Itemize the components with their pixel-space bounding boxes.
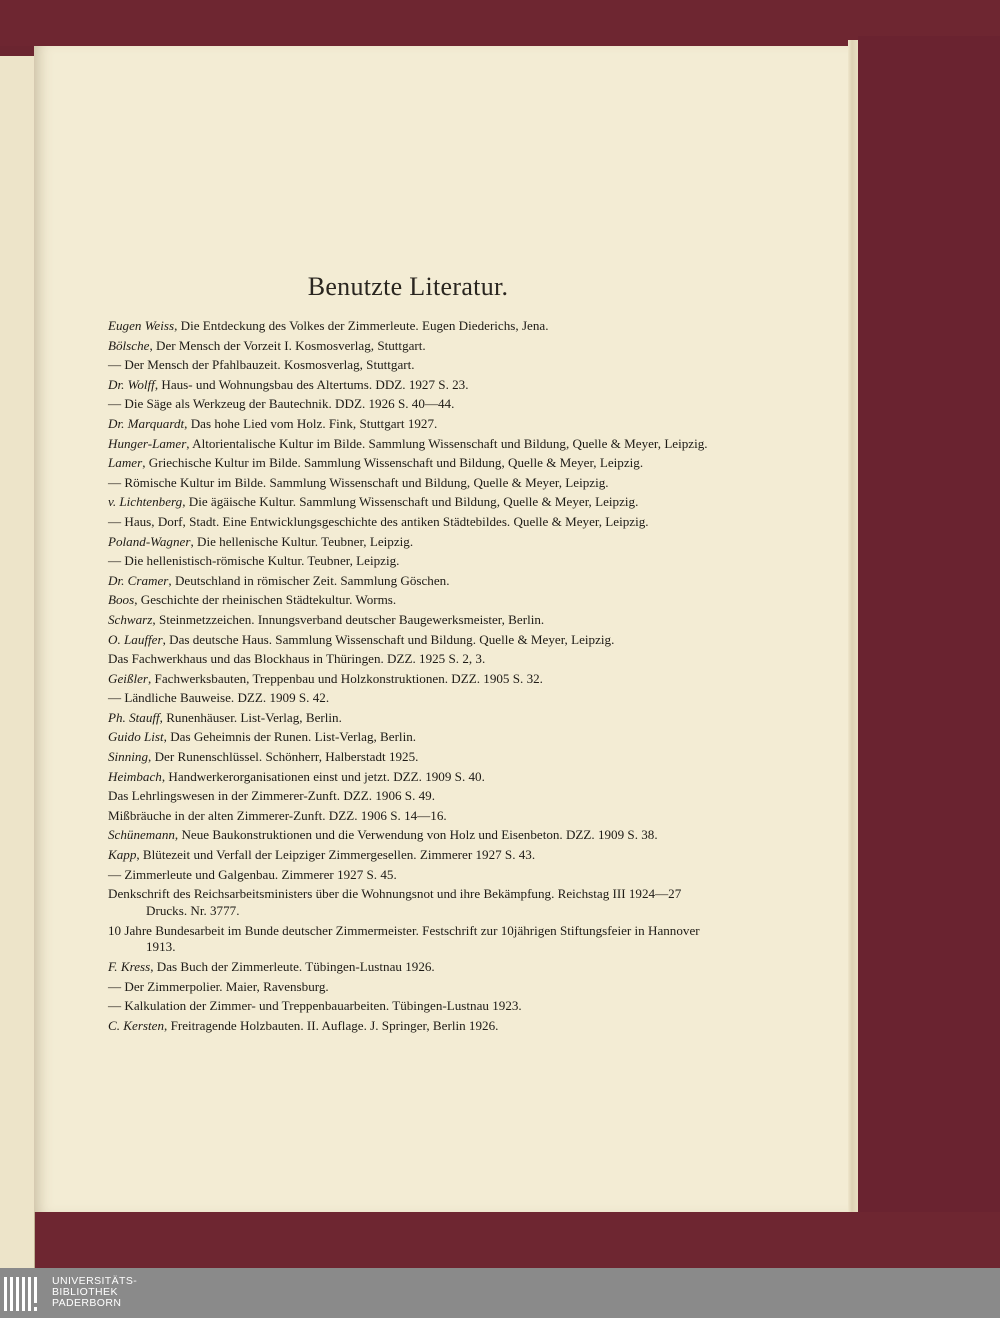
reference-entry <box>108 632 714 649</box>
page-block-edge <box>848 40 858 1212</box>
reference-author: Heimbach <box>108 768 162 784</box>
reference-entry <box>108 651 714 668</box>
reference-author: Eugen Weiss <box>108 318 175 333</box>
reference-text: , Das Geheimnis der Runen. List-Verlag, Berlin. <box>163 729 417 745</box>
reference-author: Hunger-Lamer <box>108 435 187 451</box>
reference-entry <box>108 318 714 335</box>
reference-text: — Zimmerleute und Galgenbau. Zimmerer 1927 S. 45. <box>108 866 397 882</box>
reference-author: Dr. Cramer <box>108 572 169 588</box>
reference-author: C. Kersten <box>108 1017 165 1033</box>
reference-text: , Deutschland in römischer Zeit. Sammlung Göschen. <box>168 572 450 588</box>
logo-line: UNIVERSITÄTS- <box>52 1275 138 1287</box>
reference-text: , Der Mensch der Vorzeit I. Kosmosverlag, Stuttgart. <box>149 337 426 353</box>
reference-entry <box>108 396 714 413</box>
reference-text: — Der Mensch der Pfahlbauzeit. Kosmosverlag, Stuttgart. <box>108 357 415 373</box>
reference-text: — Haus, Dorf, Stadt. Eine Entwicklungsgeschichte des antiken Städtebildes. Quelle & Meyer, Leipzig. <box>108 513 649 529</box>
reference-entry <box>108 455 714 472</box>
reference-text: , Das hohe Lied vom Holz. Fink, Stuttgart 1927. <box>184 415 438 431</box>
reference-list <box>108 318 714 1037</box>
reference-entry <box>108 377 714 394</box>
reference-entry <box>108 514 714 531</box>
reference-entry <box>108 357 714 374</box>
reference-text: — Ländliche Bauweise. DZZ. 1909 S. 42. <box>108 690 330 706</box>
reference-text: , Runenhäuser. List-Verlag, Berlin. <box>159 709 342 725</box>
logo-line: PADERBORN <box>52 1297 122 1309</box>
reference-entry <box>108 788 714 805</box>
reference-text: Das Lehrlingswesen in der Zimmerer-Zunft. DZZ. 1906 S. 49. <box>108 788 436 804</box>
reference-author: Boos <box>108 592 135 608</box>
reference-text: , Die ägäische Kultur. Sammlung Wissenschaft und Bildung, Quelle & Meyer, Leipzig. <box>182 494 639 510</box>
reference-entry <box>108 553 714 570</box>
reference-author: Geißler <box>108 670 148 686</box>
reference-text: , Altorientalische Kultur im Bilde. Sammlung Wissenschaft und Bildung, Quelle & Meyer, Leipzig. <box>186 435 708 451</box>
reference-entry <box>108 494 714 511</box>
reference-text: , Blütezeit und Verfall der Leipziger Zimmergesellen. Zimmerer 1927 S. 43. <box>136 847 536 863</box>
reference-text: , Fachwerksbauten, Treppenbau und Holzkonstruktionen. DZZ. 1905 S. 32. <box>148 670 543 686</box>
reference-text: Das Fachwerkhaus und das Blockhaus in Thüringen. DZZ. 1925 S. 2, 3. <box>108 651 486 667</box>
reference-author: Schwarz <box>108 611 153 627</box>
reference-author: F. Kress <box>108 959 151 974</box>
reference-text: — Kalkulation der Zimmer- und Treppenbauarbeiten. Tübingen-Lustnau 1923. <box>108 998 522 1014</box>
reference-author: Schünemann <box>108 827 175 843</box>
reference-text: — Römische Kultur im Bilde. Sammlung Wissenschaft und Bildung, Quelle & Meyer, Leipzig. <box>108 474 609 490</box>
reference-entry <box>108 690 714 707</box>
reference-author: Lamer <box>108 455 143 471</box>
book-page <box>34 46 848 1212</box>
reference-text: — Die hellenistisch-römische Kultur. Teubner, Leipzig. <box>108 553 400 569</box>
reference-entry <box>108 592 714 609</box>
reference-author: v. Lichtenberg <box>108 494 183 510</box>
reference-text: , Das Buch der Zimmerleute. Tübingen-Lustnau 1926. <box>150 959 435 974</box>
reference-entry <box>108 475 714 492</box>
reference-entry <box>108 827 714 844</box>
reference-entry <box>108 416 714 433</box>
reference-entry <box>108 729 714 746</box>
reference-text: 10 Jahre Bundesarbeit im Bunde deutscher Zimmermeister. Festschrift zur 10jährigen Stiftungsfeier in Hannover 1913. <box>108 922 700 955</box>
reference-text: , Der Runenschlüssel. Schönherr, Halberstadt 1925. <box>148 749 419 765</box>
reference-entry <box>108 847 714 864</box>
reference-text: — Die Säge als Werkzeug der Bautechnik. DDZ. 1926 S. 40—44. <box>108 396 455 412</box>
page-title: Benutzte Literatur. <box>307 272 509 301</box>
reference-entry <box>108 612 714 629</box>
book-cover-right <box>858 36 1000 1268</box>
reference-entry <box>108 769 714 786</box>
reference-entry <box>108 710 714 727</box>
reference-text: , Steinmetzzeichen. Innungsverband deutscher Baugewerksmeister, Berlin. <box>152 611 545 627</box>
reference-text: Denkschrift des Reichsarbeitsministers über die Wohnungsnot und ihre Bekämpfung. Reichstag III 1924—27 Drucks. Nr. 3777. <box>108 886 682 919</box>
reference-entry <box>108 338 714 355</box>
reference-text: , Griechische Kultur im Bilde. Sammlung Wissenschaft und Bildung, Quelle & Meyer, Leipzig. <box>142 455 644 471</box>
reference-text: , Haus- und Wohnungsbau des Altertums. DDZ. 1927 S. 23. <box>154 376 469 392</box>
logo-line: BIBLIOTHEK <box>52 1286 118 1298</box>
library-barcode-logo-icon <box>4 1277 44 1311</box>
reference-text: , Handwerkerorganisationen einst und jetzt. DZZ. 1909 S. 40. <box>161 768 485 784</box>
reference-author: Poland-Wagner <box>108 533 191 549</box>
reference-text: , Geschichte der rheinischen Städtekultur. Worms. <box>134 592 397 608</box>
reference-entry <box>108 573 714 590</box>
reference-author: Kapp <box>108 847 137 863</box>
facing-page-edge <box>0 56 35 1268</box>
reference-entry <box>108 923 714 957</box>
reference-entry <box>108 886 714 920</box>
reference-entry <box>108 867 714 884</box>
reference-text: , Freitragende Holzbauten. II. Auflage. J. Springer, Berlin 1926. <box>164 1017 499 1033</box>
reference-entry <box>108 808 714 825</box>
reference-text: , Das deutsche Haus. Sammlung Wissenschaft und Bildung. Quelle & Meyer, Leipzig. <box>162 631 615 647</box>
reference-entry <box>108 749 714 766</box>
reference-author: Sinning <box>108 749 149 765</box>
reference-entry <box>108 534 714 551</box>
library-footer-bar <box>0 1268 1000 1318</box>
reference-entry <box>108 959 714 976</box>
reference-text: , Neue Baukonstruktionen und die Verwendung von Holz und Eisenbeton. DZZ. 1909 S. 38. <box>174 827 658 843</box>
reference-entry <box>108 1018 714 1035</box>
library-logo-text <box>52 1276 137 1309</box>
book-cover-bottom <box>0 1212 1000 1268</box>
reference-author: Bölsche <box>108 337 150 353</box>
reference-entry <box>108 979 714 996</box>
reference-entry <box>108 998 714 1015</box>
reference-entry <box>108 671 714 688</box>
reference-author: Ph. Stauff <box>108 709 160 725</box>
reference-text: Mißbräuche in der alten Zimmerer-Zunft. DZZ. 1906 S. 14—16. <box>108 807 447 823</box>
reference-text: , Die Entdeckung des Volkes der Zimmerleute. Eugen Diederichs, Jena. <box>174 318 549 333</box>
reference-author: Dr. Wolff <box>108 376 155 392</box>
reference-author: Dr. Marquardt <box>108 415 185 431</box>
reference-text: — Der Zimmerpolier. Maier, Ravensburg. <box>108 978 329 994</box>
reference-text: , Die hellenische Kultur. Teubner, Leipzig. <box>190 533 414 549</box>
reference-author: Guido List <box>108 729 164 745</box>
reference-entry <box>108 436 714 453</box>
reference-author: O. Lauffer <box>108 631 163 647</box>
